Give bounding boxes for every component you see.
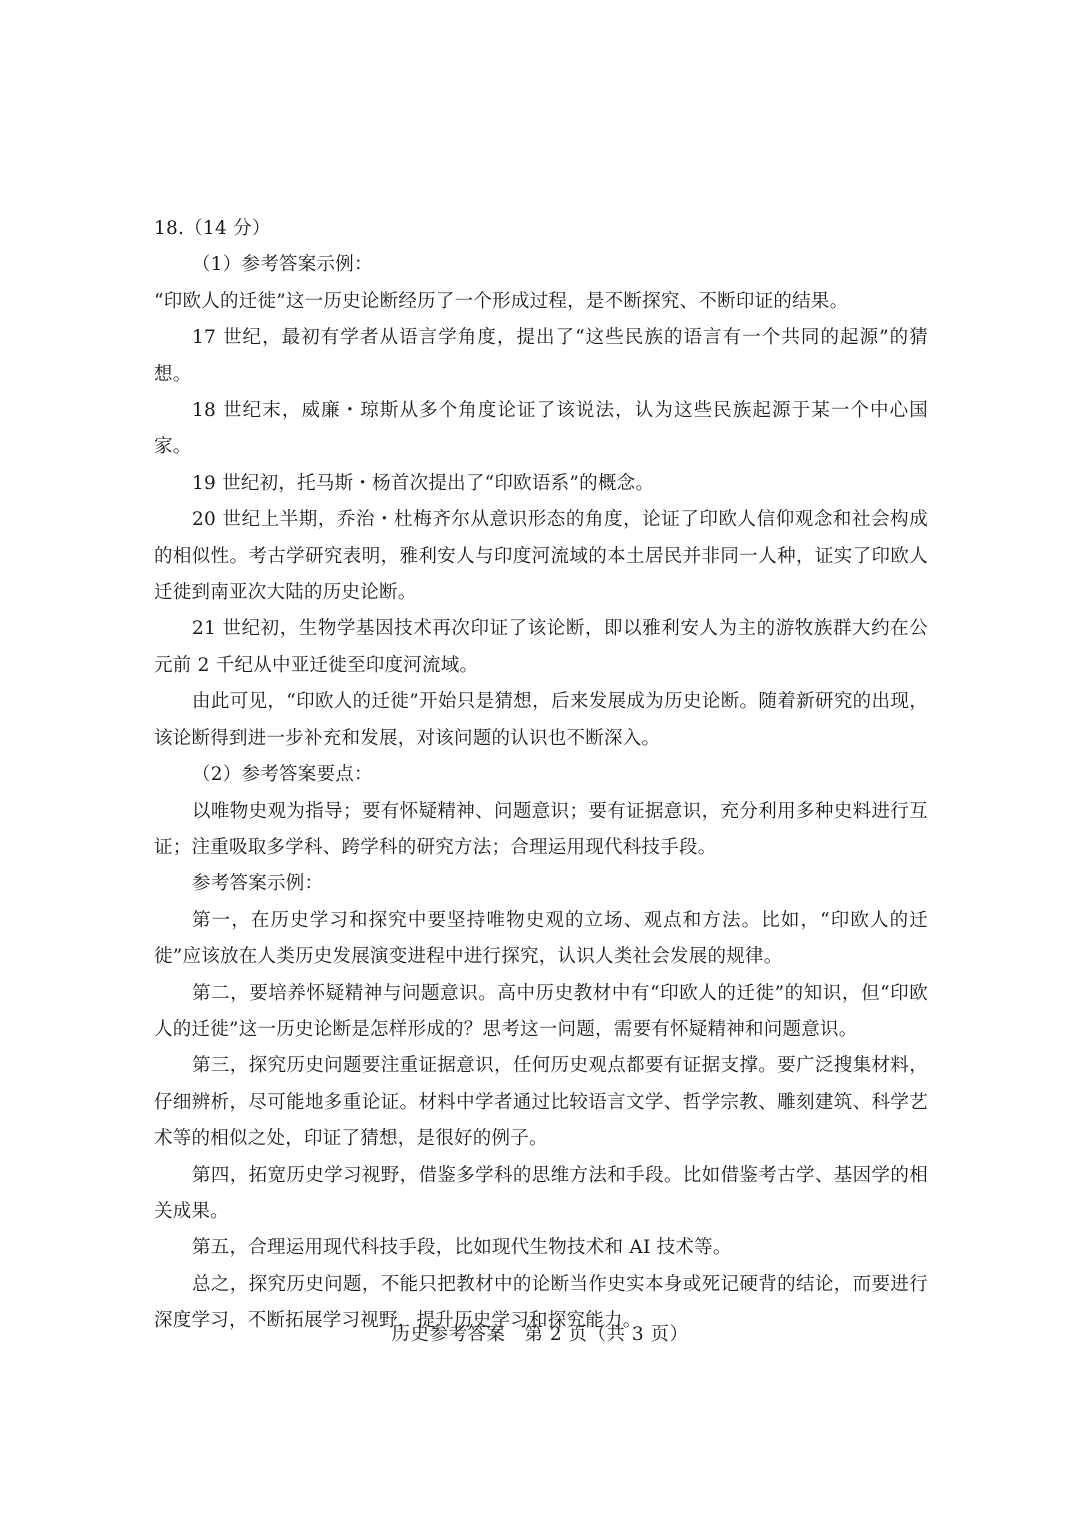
part1-label: （1）参考答案示例：: [192, 254, 373, 276]
paragraph-6: 21 世纪初，生物学基因技术再次印证了该论断，即以雅利安人为主的游牧族群大约在公元前 2 千纪从中亚迁徙至印度河流域。: [154, 618, 928, 676]
answer-content: [154, 211, 928, 1340]
part2-label: （2）参考答案要点：: [192, 764, 373, 786]
paragraph-1: “印欧人的迁徙”这一历史论断经历了一个形成过程，是不断探究、不断印证的结果。: [154, 290, 849, 312]
paragraph-5: 20 世纪上半期，乔治・杜梅齐尔从意识形态的角度，论证了印欧人信仰观念和社会构成的相似性。考古学研究表明，雅利安人与印度河流域的本土居民并非同一人种，证实了印欧人迁徙到南亚次大陆的历史论断。: [154, 509, 928, 604]
paragraph-10: 第二，要培养怀疑精神与问题意识。高中历史教材中有“印欧人的迁徙”的知识，但“印欧人的迁徙”这一历史论断是怎样形成的？思考这一问题，需要有怀疑精神和问题意识。: [154, 982, 928, 1040]
paragraph-11: 第三，探究历史问题要注重证据意识，任何历史观点都要有证据支撑。要广泛搜集材料，仔细辨析，尽可能地多重论证。材料中学者通过比较语言文学、哲学宗教、雕刻建筑、科学艺术等的相似之处，印证了猜想，是很好的例子。: [154, 1055, 928, 1150]
paragraph-13: 第五，合理运用现代科技手段，比如现代生物技术和 AI 技术等。: [192, 1237, 732, 1259]
question-header: 18.（14 分）: [154, 218, 271, 239]
paragraph-9: 第一，在历史学习和探究中要坚持唯物史观的立场、观点和方法。比如，“印欧人的迁徙”应该放在人类历史发展演变进程中进行探究，认识人类社会发展的规律。: [154, 909, 928, 968]
paragraph-4: 19 世纪初，托马斯・杨首次提出了“印欧语系”的概念。: [192, 472, 655, 494]
paragraph-7: 由此可见，“印欧人的迁徙”开始只是猜想，后来发展成为历史论断。随着新研究的出现，该论断得到进一步补充和发展，对该问题的认识也不断深入。: [154, 691, 928, 749]
paragraph-12: 第四，拓宽历史学习视野，借鉴多学科的思维方法和手段。比如借鉴考古学、基因学的相关成果。: [154, 1164, 928, 1222]
paragraph-8: 以唯物史观为指导；要有怀疑精神、问题意识；要有证据意识，充分利用多种史料进行互证；注重吸取多学科、跨学科的研究方法；合理运用现代科技手段。: [154, 800, 928, 858]
paragraph-3: 18 世纪末，威廉・琼斯从多个角度论证了该说法，认为这些民族起源于某一个中心国家。: [154, 400, 928, 458]
example-label: 参考答案示例：: [192, 873, 324, 895]
paragraph-14: 总之，探究历史问题，不能只把教材中的论断当作史实本身或死记硬背的结论，而要进行深度学习，不断拓展学习视野，提升历史学习和探究能力。: [154, 1273, 928, 1332]
page-footer: 历史参考答案 第 2 页（共 3 页）: [391, 1324, 689, 1345]
paragraph-2: 17 世纪，最初有学者从语言学角度，提出了“这些民族的语言有一个共同的起源”的猜想。: [154, 327, 928, 385]
